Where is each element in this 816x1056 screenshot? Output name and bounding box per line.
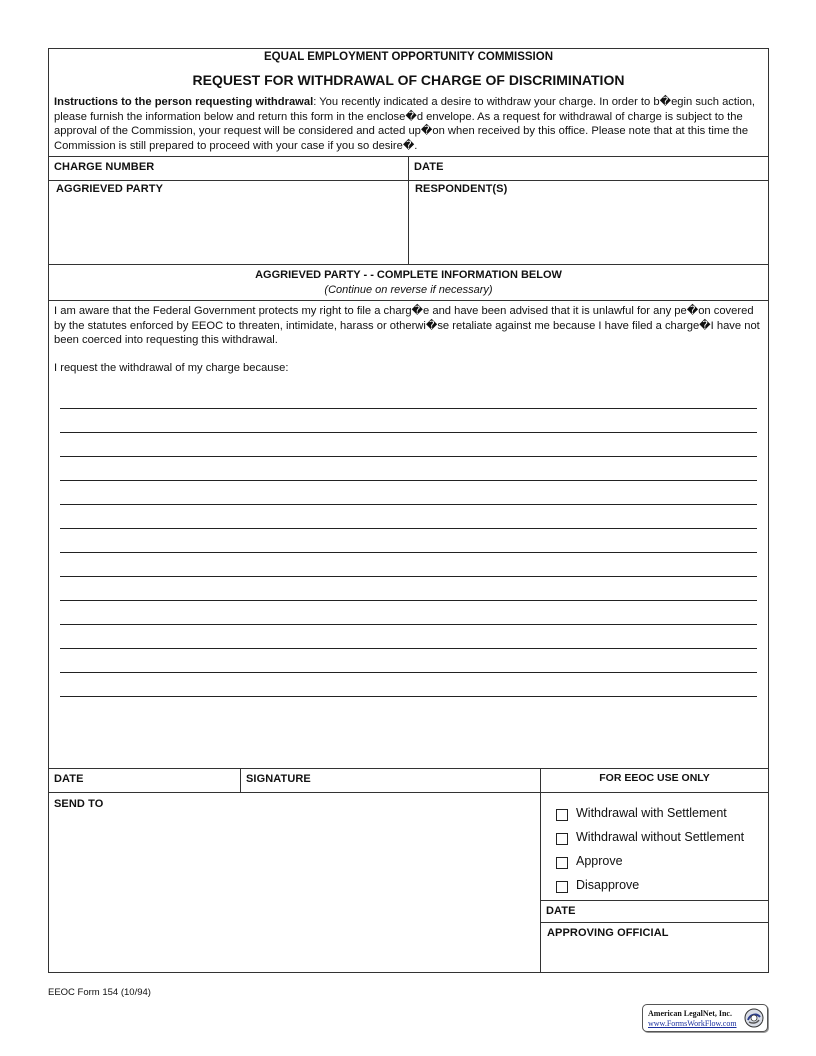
statement-text: I am aware that the Federal Government protects my right to file a charg�e and have been advised that it is unlawful for any pe�on covered by the statutes enforced by EEOC to threaten, intimidate, harass or otherwi�se retaliate against me because I have filed a charge�I have not been coerced into requesting this withdrawal. <box>54 305 760 346</box>
date-label: DATE <box>414 161 444 173</box>
bottom-date-label: DATE <box>54 773 84 785</box>
instructions-text: : You recently indicated a desire to withdraw your charge. In order to b�egin such action, please furnish the information below and return this form in the enclose�d envelope. As a request for withdrawal of charge is subject to the approval of the Commission, your request will be considered and acted up�on when received by this office. Please note that at this time the Commission is still prepared to proceed with your case if you so desire�. <box>54 96 756 152</box>
reason-line[interactable] <box>60 528 757 529</box>
date-field[interactable] <box>452 158 766 179</box>
withdrawal-without-settlement-label: Withdrawal without Settlement <box>576 830 745 844</box>
reason-line[interactable] <box>60 648 757 649</box>
charge-number-label: CHARGE NUMBER <box>54 161 155 173</box>
signature-field[interactable] <box>320 770 536 790</box>
approve-label: Approve <box>576 854 623 868</box>
aggrieved-party-label: AGGRIEVED PARTY <box>56 183 164 195</box>
globe-icon <box>744 1008 764 1028</box>
charge-number-field[interactable] <box>52 158 404 179</box>
disapprove-label: Disapprove <box>576 878 640 892</box>
approving-official-label: APPROVING OFFICIAL <box>547 927 669 939</box>
reason-line[interactable] <box>60 600 757 601</box>
respondents-field[interactable] <box>413 200 765 260</box>
section-subtitle: (Continue on reverse if necessary) <box>324 284 493 296</box>
reason-line[interactable] <box>60 432 757 433</box>
signature-label: SIGNATURE <box>246 773 311 785</box>
publisher-name: American LegalNet, Inc. <box>648 1009 732 1018</box>
form-title: REQUEST FOR WITHDRAWAL OF CHARGE OF DISCRIMINATION <box>192 72 625 88</box>
publisher-url[interactable]: www.FormsWorkFlow.com <box>648 1019 737 1028</box>
instructions-label: Instructions to the person requesting withdrawal <box>54 96 314 108</box>
respondents-label: RESPONDENT(S) <box>415 183 508 195</box>
bottom-date-field[interactable] <box>92 770 236 790</box>
section-title: AGGRIEVED PARTY - - COMPLETE INFORMATION BELOW <box>255 269 562 281</box>
reason-line[interactable] <box>60 624 757 625</box>
approve-checkbox[interactable] <box>556 857 568 869</box>
reason-line[interactable] <box>60 672 757 673</box>
reason-line[interactable] <box>60 456 757 457</box>
send-to-field[interactable] <box>54 815 534 967</box>
reason-line[interactable] <box>60 504 757 505</box>
reason-line[interactable] <box>60 552 757 553</box>
disapprove-checkbox[interactable] <box>556 881 568 893</box>
withdrawal-without-settlement-checkbox[interactable] <box>556 833 568 845</box>
agency-name: EQUAL EMPLOYMENT OPPORTUNITY COMMISSION <box>263 51 553 63</box>
reason-line[interactable] <box>60 408 757 409</box>
withdrawal-with-settlement-checkbox[interactable] <box>556 809 568 821</box>
form-id: EEOC Form 154 (10/94) <box>48 987 151 998</box>
eeoc-date-label: DATE <box>546 905 576 917</box>
instructions <box>54 95 764 153</box>
send-to-label: SEND TO <box>54 798 104 810</box>
publisher-badge[interactable] <box>642 1004 768 1032</box>
eeoc-use-only-label: FOR EEOC USE ONLY <box>599 772 710 784</box>
reason-line[interactable] <box>60 696 757 697</box>
reason-line[interactable] <box>60 576 757 577</box>
reason-line[interactable] <box>60 480 757 481</box>
withdrawal-with-settlement-label: Withdrawal with Settlement <box>576 806 727 820</box>
aggrieved-party-field[interactable] <box>54 200 404 260</box>
request-prompt: I request the withdrawal of my charge because: <box>54 362 289 374</box>
